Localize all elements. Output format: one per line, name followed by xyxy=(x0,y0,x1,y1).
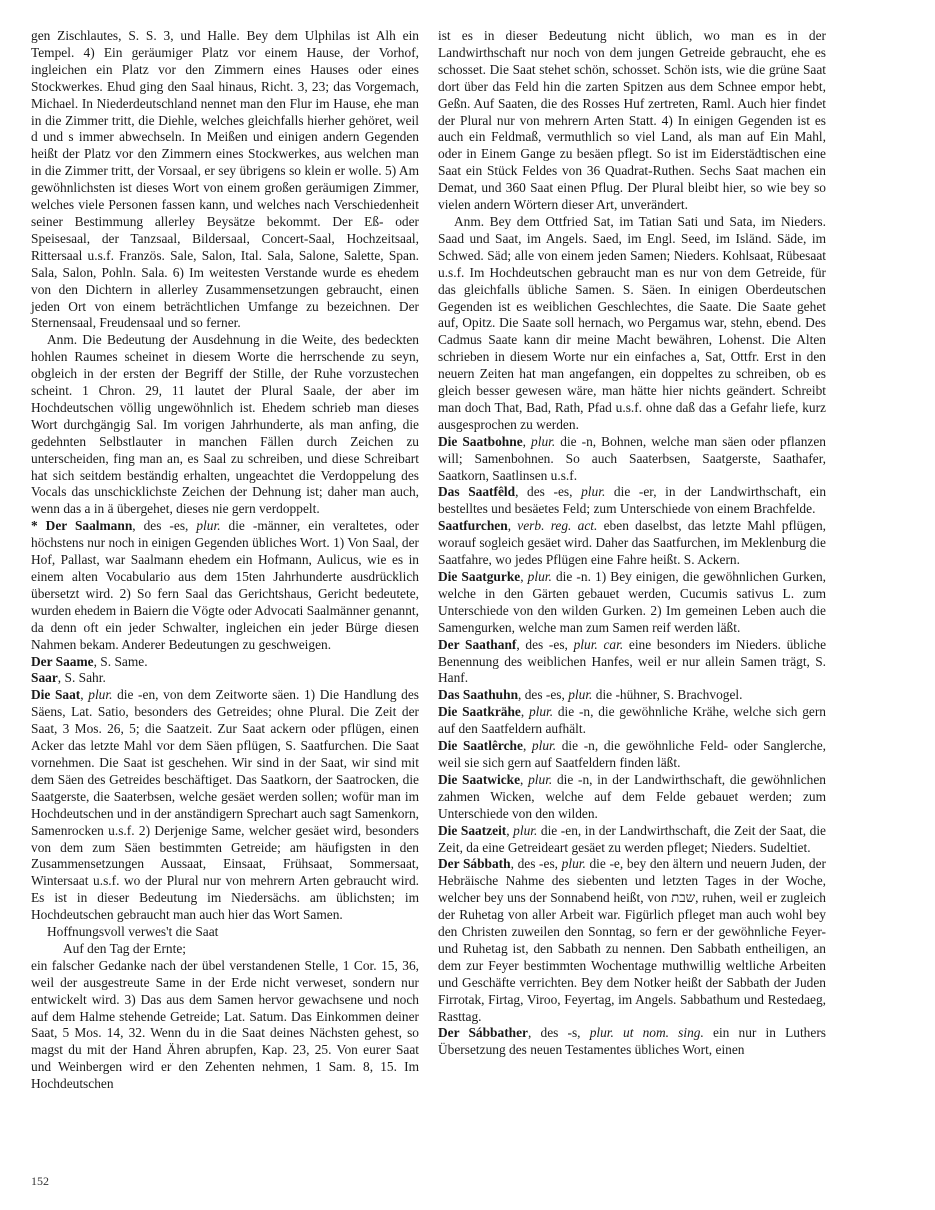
headword: Die Saatgurke xyxy=(438,569,521,584)
paragraph: ein falscher Gedanke nach der übel verstandenen Stelle, 1 Cor. 15, 36, weil der ausgestreute Same in der Erde nicht verweset, sondern nur entwickelt wird. 3) Das aus dem Samen hervor gewachsene und noch auf dem Halme stehende Getreide; Lat. Satum. Das Einkommen deiner Saat, 5 Mos. 14, 32. Wenn du in die Saat deines Nächsten gehest, so magst du mit der Hand Ähren abrupfen, Kap. 23, 25. Von eurer Saat und Weinbergen wird er den Zehenten nehmen, 1 Sam. 8, 15. Im Hochdeutschen xyxy=(31,957,419,1092)
entry-saalmann xyxy=(31,518,419,653)
grammar-note: plur. xyxy=(531,433,556,449)
entry-sabbather xyxy=(438,1025,826,1059)
headword: Der Sábbath xyxy=(438,856,511,872)
grammar-note: plur. xyxy=(196,518,221,534)
entry-text: , des -s, xyxy=(528,1025,590,1041)
headword: Die Saatwicke xyxy=(438,771,521,787)
headword: Die Saat xyxy=(31,687,81,703)
entry-saathuhn xyxy=(438,687,826,704)
entry-text: eine besonders im Nieders. übliche Benennung des weiblichen Hanfes, weil er nur allein Samen trägt, S. Hanf. xyxy=(438,636,827,686)
headword: Saatfurchen xyxy=(438,518,508,534)
entry-text: die -n, die gewöhnliche Feld- oder Sanglerche, weil sie sich gern auf Saatfeldern finden läßt. xyxy=(438,738,826,770)
verse-line: Hoffnungsvoll verwes't die Saat xyxy=(47,924,219,940)
entry-text: , xyxy=(507,518,518,534)
entry-text: , des -es, xyxy=(515,484,582,500)
grammar-note: plur. xyxy=(531,738,557,754)
entry-text: die -n, die gewöhnliche Krähe, welche sich gern auf den Saatfeldern aufhält. xyxy=(438,704,826,737)
entry-sabbath xyxy=(438,856,826,1025)
headword: Saar xyxy=(31,670,58,686)
entry-text: die -männer, ein veraltetes, oder höchstens nur noch in einigen Gegenden übliches Wort. 1) Von Saal, der Hof, Pallast, war Saalmann ehedem ein Hofmann, Aulicus, wie es in einem alten Vocabulario aus dem 15ten Jahrhunderte ausdrücklich übersetzt wird. 2) So fern Saal das Gerichtshaus, Gericht bedeutete, wurden ehedem in Baiern die Vögte oder Advocati Saalmänner genannt, da denn oft ein jeder Schwalter, ingleichen ein jeder Bürge diesen Nahmen bekam. Anderer Bedeutungen zu geschweigen. xyxy=(31,518,419,652)
grammar-note: plur. xyxy=(528,704,554,720)
entry-text: , S. Same. xyxy=(93,653,148,669)
entry-saame xyxy=(31,654,419,671)
headword: Das Saathuhn xyxy=(438,687,519,703)
grammar-note: plur. xyxy=(513,822,538,838)
entry-text: , des -es, xyxy=(516,636,574,652)
entry-saatlerche xyxy=(438,738,826,772)
entry-text: die -n. 1) Bey einigen, die gewöhnlichen Gurken, welche in den Gärten gebauet werden, Cucumis sativus L. zum Unterschiede von den wilden Gurken. 2) Im gemeinen Leben auch die Samengurken, welche man zum Samen reif werden läßt. xyxy=(438,569,826,635)
entry-saathanf xyxy=(438,637,826,688)
entry-saatzeit xyxy=(438,823,826,857)
grammar-note: plur. xyxy=(581,484,606,500)
right-column xyxy=(438,28,826,1059)
entry-text: die -n, Bohnen, welche man säen oder pflanzen will; Samenbohnen. So auch Saaterbsen, Saatgerste, Saathafer, Saatkorn, Saatlinsen u.s.f. xyxy=(438,433,826,483)
entry-text: eben daselbst, das letzte Mahl pflügen, worauf sogleich gesäet wird. Daher das Saatfurchen, im Meklenburg die Saatfahre, wo jedes Pflügen eine Fahre heißt. S. Ackern. xyxy=(438,518,826,568)
entry-saatfeld xyxy=(438,484,826,518)
entry-text: die -en, in der Landwirthschaft, die Zeit der Saat, die Zeit, da eine Getreideart gesäet zu werden pfleget; Nieders. Sudeltiet. xyxy=(438,822,826,855)
headword: Die Saatzeit xyxy=(438,822,507,838)
entry-saatgurke xyxy=(438,569,826,637)
entry-text: , xyxy=(520,704,529,720)
headword: Das Saatfêld xyxy=(438,484,516,500)
entry-saar xyxy=(31,670,419,687)
entry-text: die -hühner, S. Brachvogel. xyxy=(592,687,743,703)
headword: Die Saatbohne xyxy=(438,433,523,449)
entry-saatkraehe xyxy=(438,704,826,738)
entry-text: , xyxy=(520,569,528,584)
grammar-note: plur. ut nom. sing. xyxy=(589,1025,704,1041)
entry-saat xyxy=(31,687,419,924)
annotation-paragraph: Anm. Bey dem Ottfried Sat, im Tatian Sati und Sata, im Nieders. Saad und Saat, im Angels. Saed, im Engl. Seed, im Isländ. Säde, im Schwed. Säd; alle von einem jeden Samen; Nieders. Kohlsaat, Rübesaat u.s.f. Im Hochdeutschen gebraucht man es nur von dem Getreide, für das gleichfalls übliche Samen. S. Säen. In einigen Oberdeutschen Gegenden ist es weiblichen Geschlechtes, die Saate. Die Saate gehet auf, Opitz. Die Saate soll hernach, wo Pergamus war, stehn, ebend. Des Cadmus Saate kann dir meine Macht bewähren, Lohenst. Die Alten schrieben in diesem Worte nur ein einfaches a, Sat, Ottfr. Erst in den neuern Zeiten hat man angefangen, ein doppeltes zu schreiben, ob es gleich besser gewesen wäre, man hätte hier nichts geändert. Schreibt man doch That, Bad, Rath, Pfad u.s.f. ohne daß das a Gefahr liefe, kurz ausgesprochen zu werden. xyxy=(438,213,826,432)
grammar-note: plur. xyxy=(568,687,593,703)
entry-text: , des -es, xyxy=(518,687,569,703)
grammar-note: plur. xyxy=(88,687,113,703)
left-column xyxy=(31,28,419,1093)
entry-text: , xyxy=(506,822,514,838)
entry-saatwicke xyxy=(438,772,826,823)
entry-text: die -en, von dem Zeitworte säen. 1) Die Handlung des Säens, Lat. Satio, besonders des Getreides; ohne Plural. Die Zeit der Saat, 3 Mos. 26, 5; die Saatzeit. Zur Saat ackern oder pflügen, einen Acker das letzte Mahl vor dem Säen pflügen, S. Saatfurchen. Die Saat vornehmen. Die Saat ist geschehen. Wir sind in der Saat, wir sind mit dem Säen des Getreides beschäftiget. Das Saatkorn, der Saatrocken, die Saatgerste, die Saaterbsen, welche gesäet werden sollen; wofür man im Hochdeutschen und in der anständigern Sprechart auch sagt Samenkorn, Samenrocken u.s.f. 2) Derjenige Same, welcher gesäet wird, besonders von dem zum Säen bestimmten Getreide; am häufigsten in den Zusammensetzungen Aussaat, Einsaat, Frühsaat, Sommersaat, Wintersaat u.s.f. wo der Plural nur von mehrern Arten gebraucht wird. Es ist in dieser Bedeutung im Niedersächs. am üblichsten; im Hochdeutschen gebraucht man auch hier das Wort Samen. xyxy=(31,687,420,923)
entry-text: , des -es, xyxy=(132,518,197,534)
entry-text: , xyxy=(522,433,532,449)
entry-text: die -er, in der Landwirthschaft, ein bestelltes und besäetes Feld; zum Unterschiede von einem Brachfelde. xyxy=(438,484,827,517)
verse-line: Auf den Tag der Ernte; xyxy=(63,940,187,956)
entry-text: , xyxy=(522,738,532,754)
grammar-note: verb. reg. act. xyxy=(517,518,598,534)
entry-text: ein nur in Luthers Übersetzung des neuen Testamentes übliches Wort, einen xyxy=(438,1025,826,1058)
annotation-paragraph: Anm. Die Bedeutung der Ausdehnung in die Weite, des bedeckten hohlen Raumes scheinet in diesem Worte die herrschende zu seyn, obgleich in der ersten der Begriff der Stille, der Ruhe vorzustechen scheint. 1 Chron. 29, 11 lautet der Plural Saale, der aber im Hochdeutschen völlig ungewöhnlich ist. Ehedem schrieb man dieses Wort durchgängig Sal. Im vorigen Jahrhunderte, als man anfing, die gedehnten Selbstlauter in manchen Fällen durch Zeichen zu unterscheiden, fing man an, es Saal zu schreiben, und diese Schreibart hat sich seitdem beständig erhalten, ungeachtet die Verdoppelung des Vocals das unschicklichste Zeichen der Dehnung ist; daher man auch, wenn das a in ä übergehet, dieses nie gern verdoppelt. xyxy=(31,332,419,517)
entry-saatfurchen xyxy=(438,518,826,569)
entry-saatbohne xyxy=(438,434,826,485)
paragraph: gen Zischlautes, S. S. 3, und Halle. Bey dem Ulphilas ist Alh ein Tempel. 4) Ein geräumiger Platz vor einem Hause, der Vorhof, ingleichen ein Platz vor den Zimmern eines Hauses oder eines Stockwerkes. Ehud ging den Saal hinaus, Richt. 3, 23; das Vorgemach, Michael. In Niederdeutschland nennet man den Flur im Hause, ehe man in die Zimmer tritt, die Diehle, welches gleichfalls hierher gehöret, weil d und s immer abwechseln. In Meißen und einigen andern Gegenden heißt der Platz vor den Zimmern eines Stockwerkes, aus welchen man in die Zimmer tritt, der Vorsaal, er sey übrigens so klein er wolle. 5) Am gewöhnlichsten ist dieses Wort von einem großen geräumigen Zimmer, welches viele Personen fassen kann, und welches nach Verschiedenheit seiner Bestimmung allerley Beysätze bekommt. Der Eß- oder Speisesaal, der Tanzsaal, Bildersaal, Concert-Saal, Hochzeitsaal, Rittersaal u.s.f. Französ. Sale, Salon, Ital. Sala, Salone, Salette, Span. Sala, Salon, Pohln. Sala. 6) Im weitesten Verstande wurde es ehedem von den Dichtern in allerley Zusammensetzungen gebraucht, einen jeden Ort von einem beträchtlichen Umfange zu bezeichnen. Der Sternensaal, Freudensaal und so ferner. xyxy=(31,28,419,331)
entry-text: die -n, in der Landwirthschaft, die gewöhnlichen zahmen Wicken, welche auf dem Felde gebauet werden; zum Unterschiede von den wilden. xyxy=(438,771,826,821)
headword: Die Saatlêrche xyxy=(438,738,523,754)
headword: * Der Saalmann xyxy=(31,518,133,534)
headword: Der Saathanf xyxy=(438,636,517,652)
entry-text: , xyxy=(520,771,529,787)
grammar-note: plur. xyxy=(527,569,552,584)
grammar-note: plur. car. xyxy=(573,636,624,652)
headword: Der Sábbather xyxy=(438,1025,528,1041)
paragraph: ist es in dieser Bedeutung nicht üblich, wo man es in der Landwirthschaft nur noch von dem jungen Getreide gebraucht, ehe es schosset. Die Saat stehet schön, schosset. Schön ists, wie die grüne Saat dort über das Feld hin die zarten Spitzen aus dem Schnee empor hebt, Geßn. Auf Saaten, die des Rosses Huf zertreten, Raml. Auch hier findet der Plural nur von mehrern Arten Statt. 4) In einigen Gegenden ist es auch ein Feldmaß, vermuthlich so viel Land, als man auf Ein Mahl, oder in Einem Gange zu besäen pflegt. So ist im Eiderstädtischen eine Saat ein Stück Feldes von 36 Quadrat-Ruthen. Sechs Saat machen ein Demat, und 360 Saat einen Pflug. Der Plural bleibt hier, so wie bey so vielen andern Wörtern dieser Art, unverändert. xyxy=(438,28,826,213)
page-number: 152 xyxy=(31,1174,49,1188)
entry-text: , S. Sahr. xyxy=(57,670,106,686)
entry-text: , xyxy=(80,687,89,703)
headword: Der Saame xyxy=(31,653,94,669)
entry-text: die -e, bey den ältern und neuern Juden, der Hebräische Nahme des siebenten und letzten Tages in der Woche, welcher bey uns der Sonnabend heißt, von שבת, ruhen, weil er zugleich der Ruhetag von aller Arbeit war. Figürlich pfleget man auch wohl bey den Christen zuweilen den Sonntag, so fern er der gewöhnliche Feyer- und Ruhetag ist, den Sabbath zu nennen. Den Sabbath entheiligen, an dem zur Feyer bestimmten Wochentage muthwillig weltliche Arbeiten und Geschäfte verrichten. Bey dem Notker heißt der Sabbath der Juden Firrotak, Firtag, Viroo, Feyertag, im Angels. Sabbathum und Restedaeg, Rasttag. xyxy=(438,856,826,1024)
grammar-note: plur. xyxy=(528,771,553,787)
entry-text: , des -es, xyxy=(510,856,562,872)
headword: Die Saatkrähe xyxy=(438,704,521,720)
grammar-note: plur. xyxy=(561,856,586,872)
